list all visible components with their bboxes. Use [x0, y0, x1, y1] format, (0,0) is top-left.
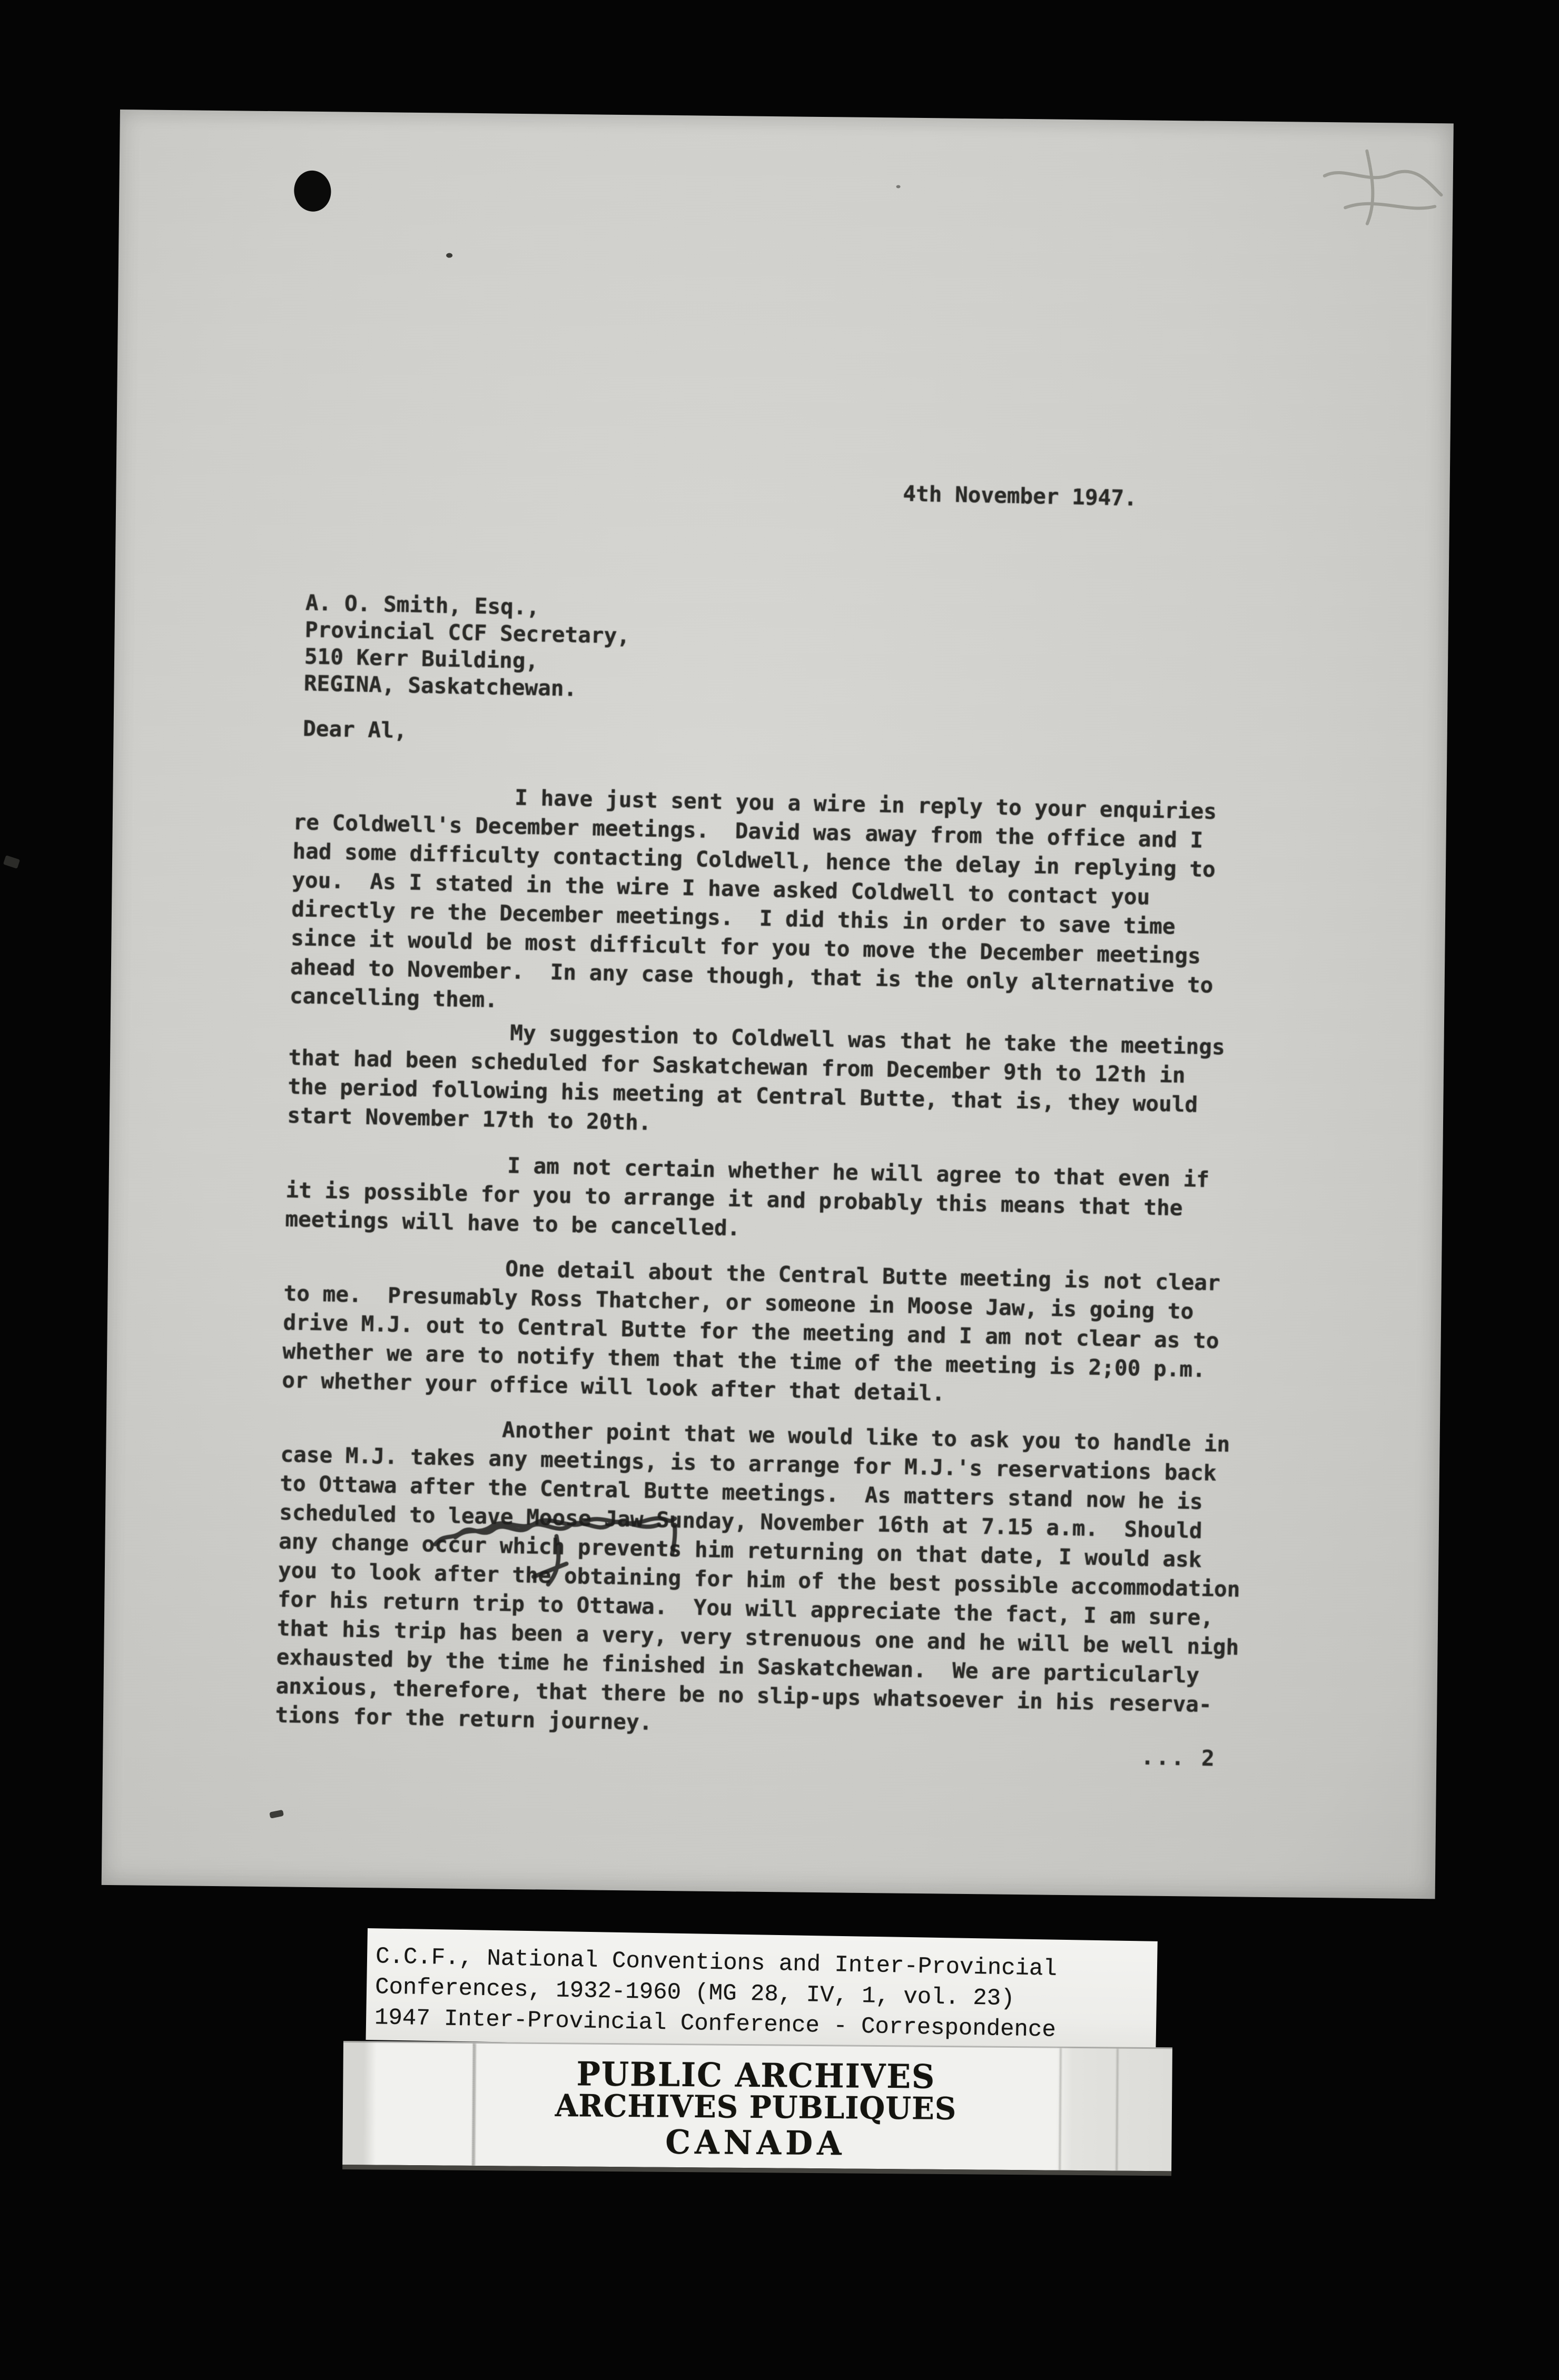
archive-caption-text: C.C.F., National Conventions and Inter-Provincial Conferences, 1932-1960 (MG 28, IV, 1, vol. 23) 1947 Inter-Provincial Conference - Correspondence	[374, 1943, 1058, 2044]
page-continuation-marker: ... 2	[1140, 1744, 1217, 1771]
handwritten-scribble	[423, 1408, 700, 1592]
paragraph-1: I have just sent you a wire in reply to your enquiries re Coldwell's December meetings. David was away from the office and I had some difficulty contacting Coldwell, hence the delay in replying to you. As I stated in the wire I have asked Coldwell to contact you directly re the December meetings. I did this in order to save time since it would be most difficult for you to move the December meetings ahead to November. In any case though, that is the only alternative to cancelling them.	[289, 780, 1217, 1013]
letter-body	[85, 109, 1454, 1911]
paragraph-4: One detail about the Central Butte meeting is not clear to me. Presumably Ross Thatcher, or someone in Moose Jaw, is going to drive M.J. out to Central Butte for the meeting and I am not clear as to whether we are to notify them that the time of the meeting is 2;00 p.m. or whether your office will look after that detail.	[281, 1251, 1221, 1406]
paragraph-5: Another point that we would like to ask you to handle in case M.J. takes any meetings, is to arrange for M.J.'s reservations back to Ottawa after the Central Butte meetings. As matters stand now he is scheduled to leave Moose Jaw Sunday, November 16th at 7.15 a.m. Should any change occur which prevents him returning on that date, I would ask you to look after the obtaining for him of the best possible accommodation for his return trip to Ottawa. You will appreciate the fact, I am sure, that his trip has been a very, very strenuous one and he will be well nigh exhausted by the time he finished in Saskatchewan. We are particularly anxious, therefore, that there be no slip-ups whatsoever in his reserva- tions for the return journey.	[275, 1412, 1240, 1736]
stamp-line-canada: CANADA	[665, 2123, 846, 2163]
stamp-line-public-archives: PUBLIC ARCHIVES	[576, 2055, 936, 2097]
stamp-line-archives-publiques: ARCHIVES PUBLIQUES	[555, 2087, 957, 2127]
film-edge-mark	[3, 855, 20, 869]
letter-page	[102, 110, 1454, 1899]
archive-caption-card	[366, 1928, 1157, 2053]
public-archives-label	[342, 2041, 1172, 2176]
paragraph-3: I am not certain whether he will agree to that even if it is possible for you to arrange it and probably this means that the meetings will have to be cancelled.	[285, 1148, 1210, 1241]
paragraph-2: My suggestion to Coldwell was that he take the meetings that had been scheduled for Saskatchewan from December 9th to 12th in the period following his meeting at Central Butte, that is, they would start November 17th to 20th.	[287, 1016, 1226, 1135]
recipient-address: A. O. Smith, Esq., Provincial CCF Secretary, 510 Kerr Building, REGINA, Saskatchewan.	[303, 590, 630, 701]
salutation: Dear Al,	[302, 716, 408, 743]
letter-date: 4th November 1947.	[902, 481, 1138, 511]
